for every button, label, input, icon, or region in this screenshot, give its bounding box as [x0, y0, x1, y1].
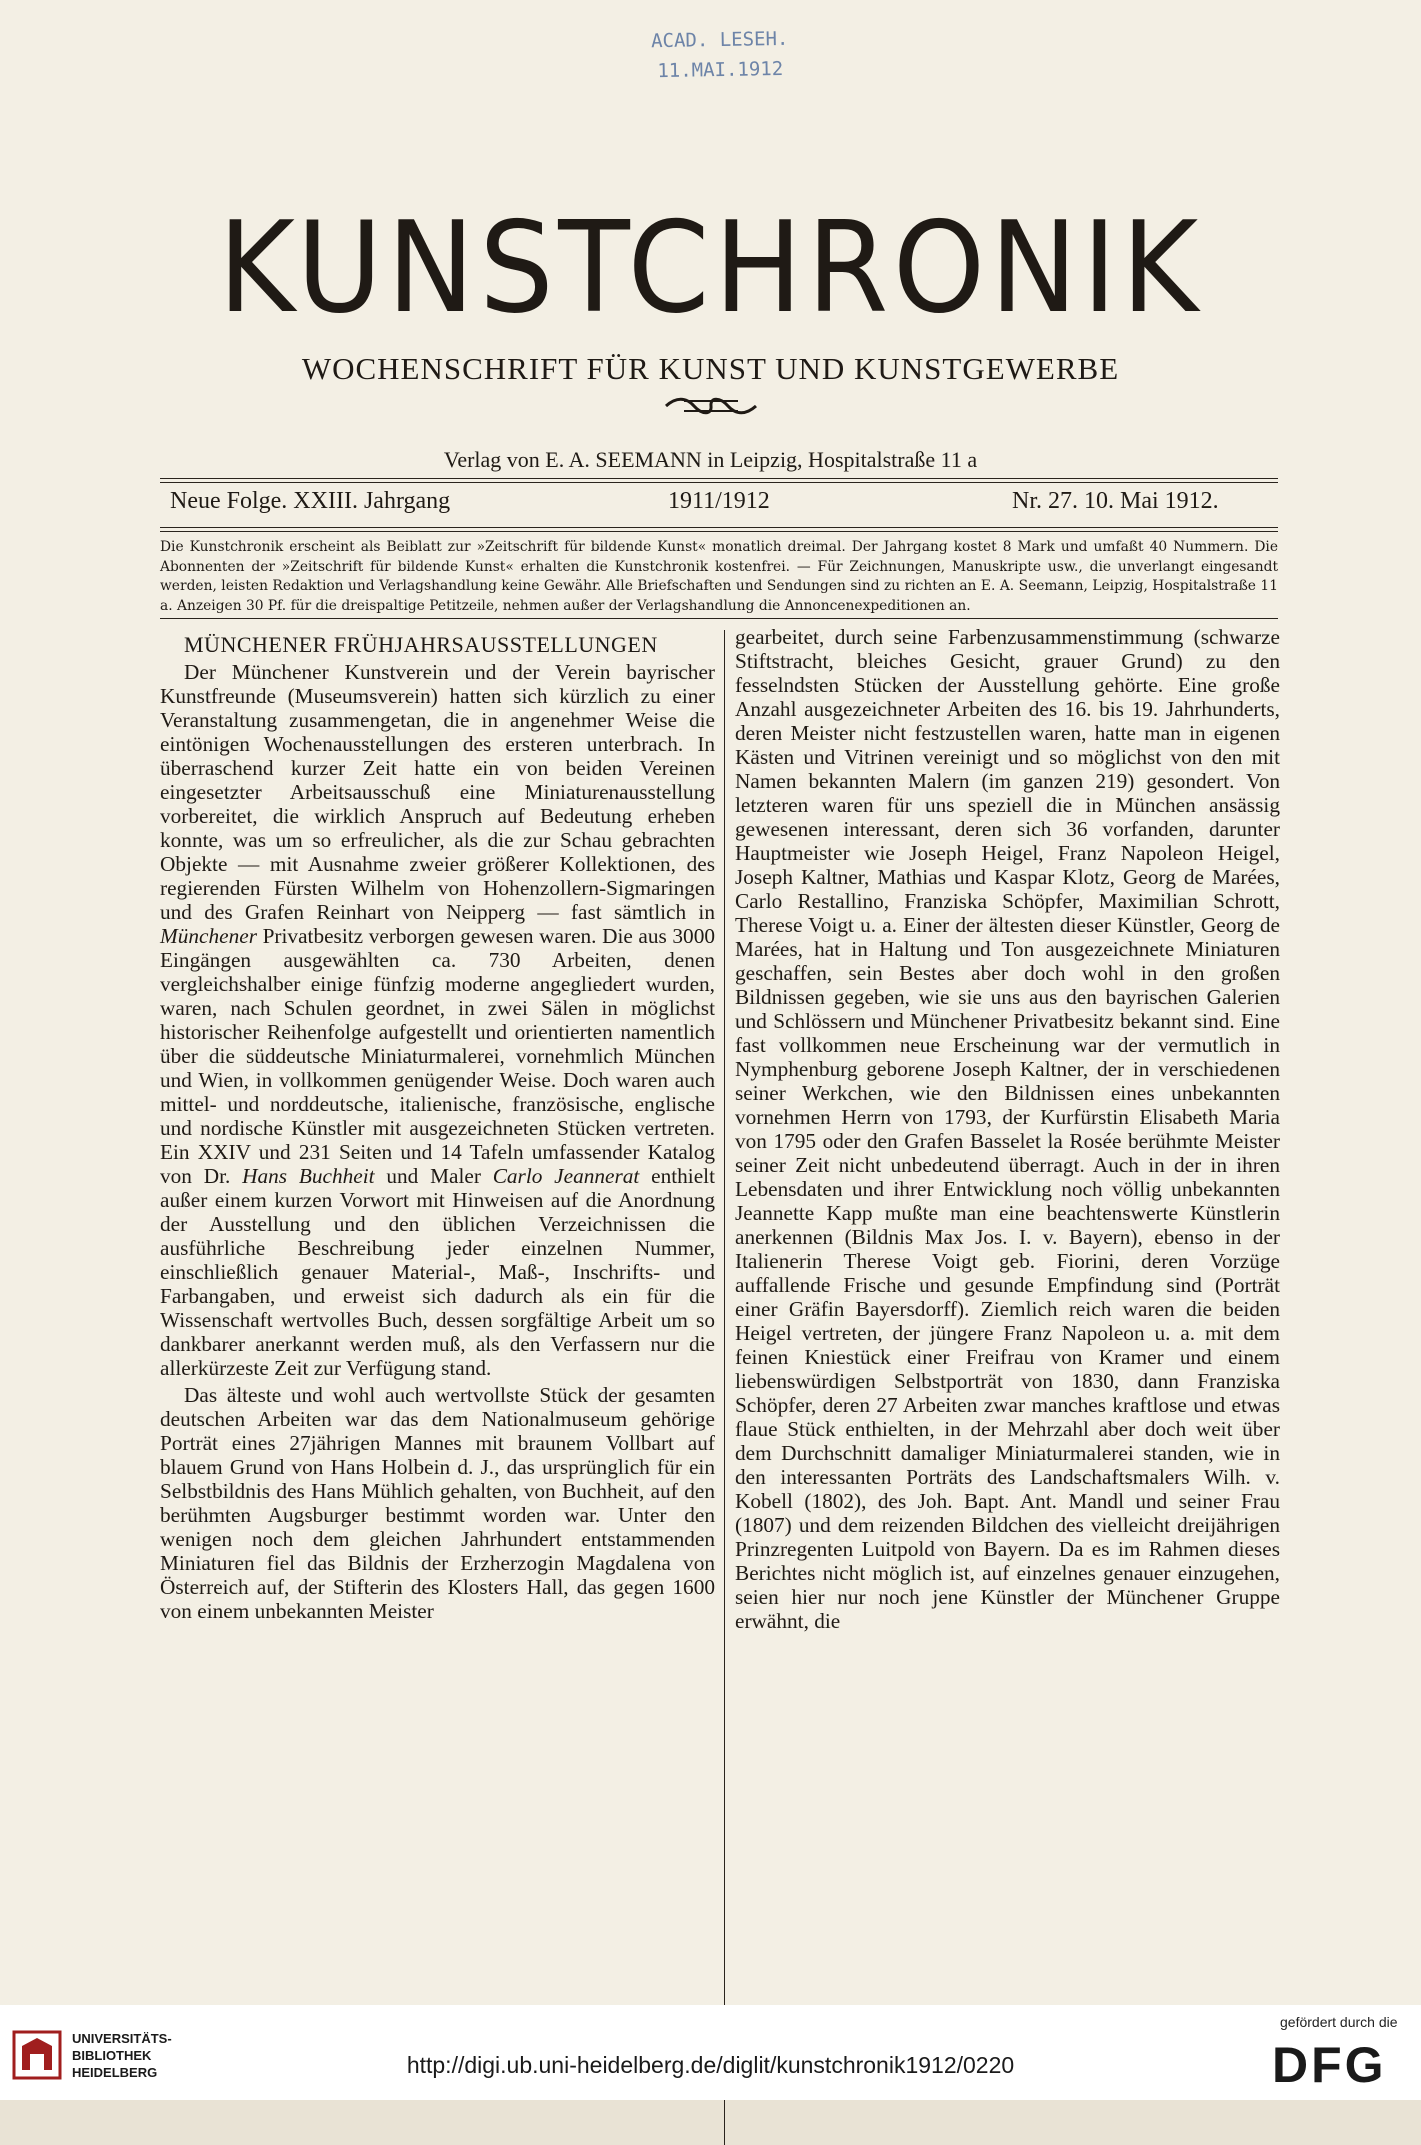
article-heading: MÜNCHENER FRÜHJAHRSAUSSTELLUNGEN [184, 632, 658, 657]
library-line-2: BIBLIOTHEK [72, 2048, 152, 2063]
para1-text-b: Privatbesitz verborgen gewesen waren. Die aus 3000 Eingängen ausgewählten ca. 730 Arbeiten, denen vergleichshalber einige fünfzig moderne angegliedert wurden, waren, nach Schulen geordnet, in zwei Sälen in möglichst historischer Reihenfolge aufgestellt und orientierten namentlich über die süddeutsche Miniaturmalerei, vornehmlich München und Wien, in vollkommen genügender Weise. Doch waren auch mittel- und norddeutsche, italienische, französische, englische und nordische Künstler mit ausgezeichneten Stücken vertreten. Ein XXIV und 231 Seiten und 14 Tafeln umfassender Katalog von Dr. [160, 924, 715, 1188]
rule-top-inner [160, 482, 1278, 483]
dfg-logo: DFG [1272, 2037, 1387, 2093]
stamp-line-1: ACAD. LESEH. [650, 27, 789, 53]
stamp-line-2: 11.MAI.1912 [657, 57, 784, 83]
article-column-left [160, 625, 715, 1623]
subscription-notice [160, 538, 1278, 616]
article-paragraph-continued: gearbeitet, durch seine Farbenzusammenstimmung (schwarze Stiftstracht, bleiches Gesicht, grauer Grund) zu den fesselndsten Stücken der Ausstellung gehörte. Eine große Anzahl ausgezeichneter Arbeiten des 16. bis 19. Jahrhunderts, deren Meister nicht festzustellen waren, hatte man in eigenen Kästen und Vitrinen vereinigt und so möglichst von den mit Namen bekannten Malern (im ganzen 219) gesondert. Von letzteren waren für uns speziell die in München ansässig gewesenen interessant, deren sich 36 vorfanden, darunter Hauptmeister wie Joseph Heigel, Franz Napoleon Heigel, Joseph Kaltner, Mathias und Kaspar Klotz, Georg de Marées, Carlo Restallino, Franziska Schöpfer, Maximilian Schrott, Therese Voigt u. a. Einer der ältesten dieser Künstler, Georg de Marées, hat in Haltung und Ton ausgezeichnete Miniaturen geschaffen, sein Bestes aber doch wohl in den großen Bildnissen gegeben, wie sie uns aus den bayrischen Galerien und Schlössern und Münchener Privatbesitz bekannt sind. Eine fast vollkommen neue Erscheinung war der vermutlich in Nymphenburg geborene Joseph Kaltner, der in verschiedenen seiner Werkchen, wie den Bildnissen eines unbekannten vornehmen Herrn von 1793, der Kurfürstin Elisabeth Maria von 1795 oder den Grafen Basselet la Rosée berühmte Meister seiner Zeit nicht unbedeutend überragt. Auch in der in ihren Lebensdaten und ihrer Entwicklung noch völlig unbekannten Jeannette Kapp mußte man eine beachtenswerte Künstlerin anerkennen (Bildnis Max Jos. I. v. Bayern), ebenso in der Italienerin Therese Voigt geb. Fiorini, deren Vorzüge auffallende Frische und gesunde Empfindung sind (Porträt einer Gräfin Bayersdorff). Ziemlich reich waren die beiden Heigel vertreten, der jüngere Franz Napoleon u. a. mit dem feinen Kniestück einer Freifrau von Kramer und einem liebenswürdigen Selbstporträt von 1830, dann Franziska Schöpfer, deren 27 Arbeiten zwar manches kraftlose und etwas flaue Stück enthielten, in der Mehrzahl aber doch weit über dem Durchschnitt damaliger Miniaturmalerei standen, wie in den interessanten Porträts des Landschaftsmalers Wilh. v. Kobell (1802), des Joh. Bapt. Ant. Mandl und seiner Frau (1807) und dem reizenden Bildchen des vielleicht dreijährigen Prinzregenten Luitpold von Bayern. Da es im Rahmen dieses Berichtes nicht möglich ist, auf einzelnes genauer einzugehen, seien hier nur noch jene Künstler der Münchener Gruppe erwähnt, die [735, 625, 1280, 1633]
issue-years: 1911/1912 [668, 488, 770, 514]
para1-text-c: und Maler [374, 1164, 493, 1188]
rule-top [160, 478, 1278, 479]
rule-issue-bottom [160, 527, 1278, 528]
journal-title: KUNSTCHRONIK [218, 194, 1203, 341]
rule-notice-bottom [160, 618, 1278, 619]
issue-line [170, 488, 1265, 520]
rule-issue-bottom-inner [160, 531, 1278, 532]
para1-text-a: Der Münchener Kunstverein und der Verein bayrischer Kunstfreunde (Museumsverein) hatten sich kürzlich zu einer Veranstaltung zusammengetan, die in angenehmer Weise die eintönigen Wochenausstellungen des ersteren unterbrach. In überraschend kurzer Zeit hatte ein von beiden Vereinen eingesetzter Arbeitsausschuß eine Miniaturenausstellung vorbereitet, die wirklich Anspruch auf Bedeutung erheben konnte, was um so erfreulicher, als die zur Schau gebrachten Objekte — mit Ausnahme zweier größerer Kollektionen, des regierenden Fürsten Wilhelm von Hohenzollern-Sigmaringen und des Grafen Reinhart von Neipperg — fast sämtlich in [160, 660, 715, 924]
column-divider [724, 630, 725, 2145]
article-paragraph-1 [160, 660, 715, 1380]
para1-text-d: enthielt außer einem kurzen Vorwort mit Hinweisen auf die Anordnung der Ausstellung und den üblichen Verzeichnissen die ausführliche Beschreibung jeder einzelnen Nummer, einschließlich genauer Material-, Maß-, Inschrifts- und Farbangaben, und erweist sich dadurch als ein für die Wissenschaft wertvolles Buch, dessen sorgfältige Arbeit um so dankbarer anerkannt werden muß, als den Verfassern nur die allerkürzeste Zeit zur Verfügung stand. [160, 1164, 715, 1380]
publisher-line: Verlag von E. A. SEEMANN in Leipzig, Hospitalstraße 11 a [443, 447, 978, 472]
issue-series: Neue Folge. XXIII. Jahrgang [170, 488, 451, 514]
notice-text: Die Kunstchronik erscheint als Beiblatt zur »Zeitschrift für bildende Kunst« monatlich dreimal. Der Jahrgang kostet 8 Mark und umfaßt 40 Nummern. Die Abonnenten der »Zeitschrift für bildende Kunst« erhalten die Kunstchronik kostenfrei. — Für Zeichnungen, Manuskripte usw., die unverlangt eingesandt werden, leisten Redaktion und Verlagshandlung keine Gewähr. Alle Briefschaften und Sendungen sind zu richten an E. A. Seemann, Leipzig, Hospitalstraße 11 a. Anzeigen 30 Pf. für die dreispaltige Petitzeile, nehmen außer der Verlagshandlung die Annoncenexpeditionen an. [160, 539, 1278, 614]
funder-label: gefördert durch die [1280, 2014, 1398, 2030]
library-line-1: UNIVERSITÄTS- [72, 2031, 172, 2046]
article-column-right [735, 625, 1280, 1633]
para1-italic-buchheit: Hans Buchheit [242, 1164, 375, 1188]
issue-number: Nr. 27. 10. Mai 1912. [1012, 488, 1219, 514]
article-paragraph-2: Das älteste und wohl auch wertvollste Stück der gesamten deutschen Arbeiten war das dem Nationalmuseum gehörige Porträt eines 27jährigen Mannes mit braunem Vollbart auf blauem Grund von Hans Holbein d. J., das ursprünglich für ein Selbstbildnis des Hans Mühlich gehalten, von Buchheit, auf den berühmten Augsburger bestimmt worden war. Unter den wenigen noch dem gleichen Jahrhundert entstammenden Miniaturen fiel das Bildnis der Erzherzogin Magdalena von Österreich auf, der Stifterin des Klosters Hall, das gegen 1600 von einem unbekannten Meister [160, 1383, 715, 1623]
para1-italic-muenchener: Münchener [160, 924, 257, 948]
ornament-icon [664, 395, 758, 417]
source-url[interactable]: http://digi.ub.uni-heidelberg.de/diglit/kunstchronik1912/0220 [406, 2052, 1015, 2078]
library-stamp [649, 24, 790, 86]
journal-subtitle: WOCHENSCHRIFT FÜR KUNST UND KUNSTGEWERBE [301, 351, 1120, 386]
masthead [0, 194, 1421, 387]
para1-italic-jeannerat: Carlo Jeannerat [492, 1164, 640, 1188]
library-line-3: HEIDELBERG [72, 2065, 158, 2080]
